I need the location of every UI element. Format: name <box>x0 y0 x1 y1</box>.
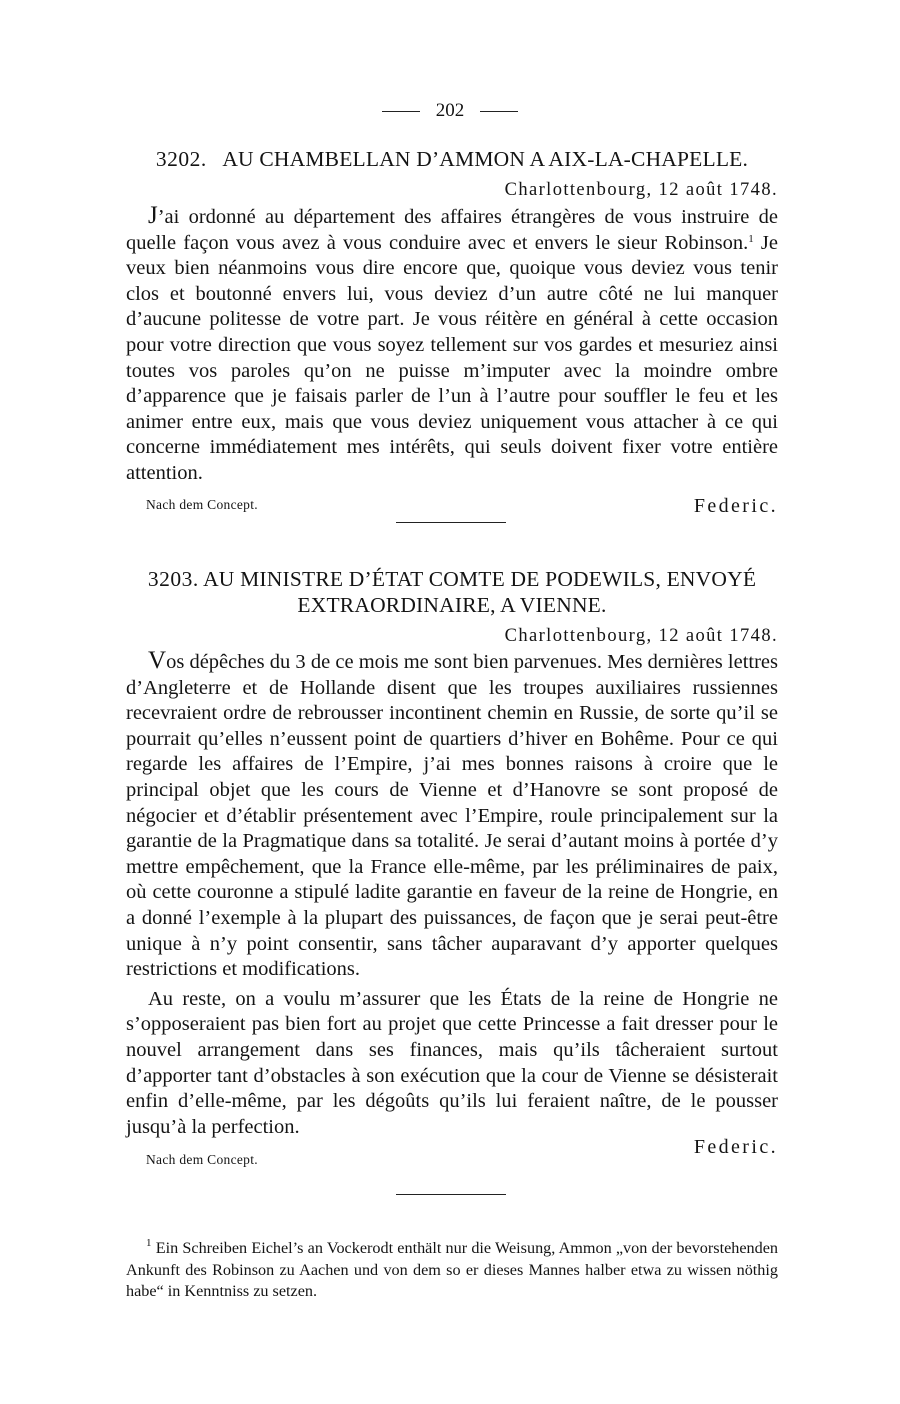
letter-number: 3202. <box>155 147 207 171</box>
footnote <box>126 1238 778 1303</box>
section-divider <box>396 1194 506 1195</box>
letter-3203 <box>126 566 778 1172</box>
letter-paragraph <box>126 202 778 487</box>
signature: Federic. <box>693 1136 778 1159</box>
footnote-text: Ein Schreiben Eichel’s an Vockerodt enthält nur die Weisung, Ammon „von der bevorstehenden Ankunft des Robinson zu Aachen und von dem so er dieses Mannes halber etwa zu wissen nöthig habe“ in Kenntniss zu setzen. <box>126 1239 778 1300</box>
letter-dateline: Charlottenbourg, 12 août 1748. <box>504 180 778 200</box>
section-divider <box>396 522 506 523</box>
letter-title: AU CHAMBELLAN D’AMMON A AIX-LA-CHAPELLE. <box>222 147 749 171</box>
source-note: Nach dem Concept. <box>146 1152 258 1168</box>
letter-dateline: Charlottenbourg, 12 août 1748. <box>504 626 778 646</box>
letter-footer <box>126 495 778 521</box>
page-number-dash-left <box>382 111 420 112</box>
initial-letter: V <box>148 647 167 674</box>
letter-paragraph <box>126 647 778 983</box>
footnote-number: 1 <box>146 1237 152 1249</box>
signature: Federic. <box>693 494 778 517</box>
source-note: Nach dem Concept. <box>146 496 258 512</box>
letter-heading <box>126 146 778 172</box>
letter-number: 3203. <box>147 567 199 591</box>
letter-title-line2: EXTRAORDINAIRE, A VIENNE. <box>297 593 607 617</box>
page-number <box>0 99 900 123</box>
paragraph-text: os dépêches du 3 de ce mois me sont bien parvenues. Mes dernières lettres d’Angleterre et de Hollande disent que les troupes auxiliaires russiennes recevraient ordre de rebrousser incontinent chemin en Russie, de sorte qu’il se pourrait qu’elles n’eussent point de quartiers d’hiver en Bohême. Pour ce qui regarde les affaires de l’Empire, j’ai mes bonnes raisons à croire que le principal objet que les cours de Vienne et d’Hanovre se sont proposé de négocier et d’établir présentement avec l’Empire, roule principalement sur la garantie de la Pragmatique dans sa totalité. Je serai d’autant moins à portée d’y mettre empêchement, que la France elle-même, par les préliminaires de paix, où cette couronne a stipulé ladite garantie en faveur de la reine de Hongrie, en a donné l’exemple à la plupart des puissances, de façon que je serai peut-être unique à n’y point consentir, sans tâcher auparavant d’y apporter quelques restrictions et modifications. <box>126 651 778 981</box>
letter-footer <box>126 1136 778 1172</box>
letter-title-line1: AU MINISTRE D’ÉTAT COMTE DE PODEWILS, ENVOYÉ <box>203 567 757 591</box>
letter-heading <box>126 566 778 618</box>
paragraph-text: ’ai ordonné au département des affaires étrangères de vous instruire de quelle façon vous avez à vous conduire avec et envers le sieur Robinson. <box>126 206 778 254</box>
letter-paragraph: Au reste, on a voulu m’assurer que les États de la reine de Hongrie ne s’opposeraient pas bien fort au projet que cette Princesse a fait dresser pour le nouvel arrangement dans ses finances, mais qu’ils tâcheraient surtout d’apporter tant d’obstacles à son exécution que la cour de Vienne se désisterait enfin d’elle-même, par les dégoûts qu’ils lui feraient naître, de le pousser jusqu’à la perfection. <box>126 987 778 1138</box>
page-number-dash-right <box>480 111 518 112</box>
letter-3202 <box>126 146 778 521</box>
page-number-text: 202 <box>435 100 465 121</box>
footnote-marker: 1 <box>748 232 754 245</box>
paragraph-text-continued: Je veux bien néanmoins vous dire encore que, quoique vous deviez vous tenir clos et boutonné envers lui, vous deviez d’un autre côté ne lui manquer d’aucune politesse de votre part. Je vous réitère en général à cette occasion pour votre direction que vous soyez tellement sur vos gardes et mesuriez ainsi toutes vos paroles qu’on ne puisse m’imputer avec la moindre ombre d’apparence que je faisais parler de l’un à l’autre pour souffler le feu et les animer entre eux, mais que vous deviez uniquement vous attacher à ce qui concerne immédiatement mes intérêts, qui seuls doivent fixer votre entière attention. <box>126 231 778 484</box>
initial-letter: J <box>148 202 158 229</box>
